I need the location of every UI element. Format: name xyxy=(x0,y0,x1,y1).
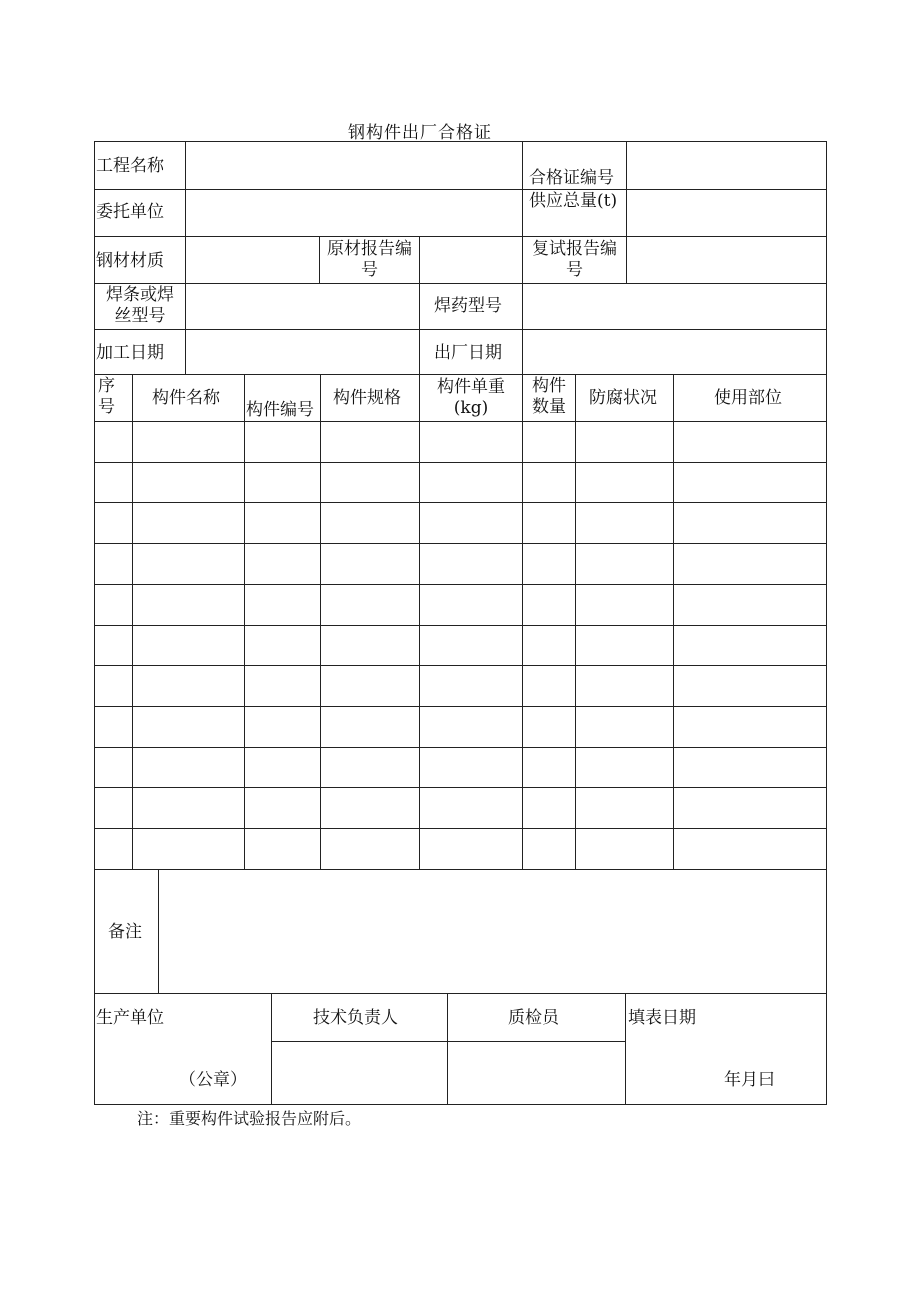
flux-model-label-cell xyxy=(420,284,523,330)
table-cell-weight[interactable] xyxy=(420,707,523,748)
col-seq-header xyxy=(95,375,133,422)
table-cell-seq[interactable] xyxy=(95,788,133,829)
table-cell-code[interactable] xyxy=(245,829,321,870)
table-cell-seq[interactable] xyxy=(95,463,133,503)
table-cell-name[interactable] xyxy=(133,626,245,666)
table-cell-code[interactable] xyxy=(245,503,321,544)
total-supply-value[interactable] xyxy=(627,190,827,237)
client-label: 委托单位 xyxy=(96,202,164,222)
table-cell-name[interactable] xyxy=(133,829,245,870)
process-date-value[interactable] xyxy=(186,330,420,375)
table-cell-position[interactable] xyxy=(674,463,827,503)
table-cell-code[interactable] xyxy=(245,463,321,503)
col-spec-header xyxy=(321,375,420,422)
steel-grade-label: 钢材材质 xyxy=(96,251,164,271)
steel-grade-label-cell xyxy=(95,237,186,284)
retest-report-label-line2: 号 xyxy=(566,260,583,280)
table-cell-anticorrosion[interactable] xyxy=(576,626,674,666)
table-cell-seq[interactable] xyxy=(95,707,133,748)
table-cell-qty[interactable] xyxy=(523,707,576,748)
table-cell-code[interactable] xyxy=(245,788,321,829)
col-seq-line2: 号 xyxy=(98,397,115,417)
table-cell-qty[interactable] xyxy=(523,666,576,707)
table-cell-seq[interactable] xyxy=(95,585,133,626)
delivery-date-value[interactable] xyxy=(523,330,827,375)
flux-model-value[interactable] xyxy=(523,284,827,330)
col-qty-line1: 构件 xyxy=(532,376,566,396)
col-qty-line2: 数量 xyxy=(532,397,566,417)
table-cell-seq[interactable] xyxy=(95,829,133,870)
table-cell-position[interactable] xyxy=(674,585,827,626)
table-cell-weight[interactable] xyxy=(420,626,523,666)
table-cell-position[interactable] xyxy=(674,544,827,585)
electrode-value[interactable] xyxy=(186,284,420,330)
tech-lead-label: 技术负责人 xyxy=(313,1008,398,1028)
table-cell-spec[interactable] xyxy=(321,707,420,748)
total-supply-label-cell xyxy=(523,190,627,237)
table-cell-name[interactable] xyxy=(133,748,245,788)
table-cell-position[interactable] xyxy=(674,503,827,544)
col-weight-header xyxy=(420,375,523,422)
flux-model-label: 焊药型号 xyxy=(434,296,502,316)
table-cell-name[interactable] xyxy=(133,503,245,544)
fill-date-label: 填表日期 xyxy=(628,1008,696,1028)
table-cell-seq[interactable] xyxy=(95,748,133,788)
seal-label: （公章） xyxy=(179,1070,247,1090)
table-cell-code[interactable] xyxy=(245,748,321,788)
client-label-cell xyxy=(95,190,186,237)
table-cell-code[interactable] xyxy=(245,544,321,585)
project-name-value[interactable] xyxy=(186,142,523,190)
raw-report-value[interactable] xyxy=(420,237,523,284)
steel-grade-value[interactable] xyxy=(186,237,320,284)
col-anticorrosion-header xyxy=(576,375,674,422)
table-cell-weight[interactable] xyxy=(420,463,523,503)
table-cell-weight[interactable] xyxy=(420,829,523,870)
table-cell-name[interactable] xyxy=(133,585,245,626)
col-name-header xyxy=(133,375,245,422)
table-cell-qty[interactable] xyxy=(523,829,576,870)
table-cell-seq[interactable] xyxy=(95,544,133,585)
col-qty-header xyxy=(523,375,576,422)
delivery-date-label: 出厂日期 xyxy=(434,343,502,363)
table-cell-anticorrosion[interactable] xyxy=(576,585,674,626)
table-cell-position[interactable] xyxy=(674,422,827,463)
certificate-no-label-cell xyxy=(523,142,627,190)
table-cell-spec[interactable] xyxy=(321,666,420,707)
table-cell-qty[interactable] xyxy=(523,788,576,829)
table-cell-spec[interactable] xyxy=(321,626,420,666)
certificate-no-label: 合格证编号 xyxy=(529,168,614,188)
table-cell-spec[interactable] xyxy=(321,748,420,788)
col-position-label: 使用部位 xyxy=(714,388,782,408)
table-cell-spec[interactable] xyxy=(321,463,420,503)
raw-report-label-line2: 号 xyxy=(361,260,378,280)
col-weight-line1: 构件单重 xyxy=(437,377,505,397)
process-date-label-cell xyxy=(95,330,186,375)
col-seq-line1: 序 xyxy=(98,376,115,396)
table-cell-seq[interactable] xyxy=(95,503,133,544)
inspector-header xyxy=(448,994,626,1042)
table-cell-name[interactable] xyxy=(133,788,245,829)
table-cell-position[interactable] xyxy=(674,707,827,748)
table-cell-code[interactable] xyxy=(245,422,321,463)
fill-date-cell xyxy=(626,994,827,1105)
table-cell-weight[interactable] xyxy=(420,666,523,707)
retest-report-value[interactable] xyxy=(627,237,827,284)
col-position-header xyxy=(674,375,827,422)
date-format-label: 年月曰 xyxy=(724,1070,775,1090)
table-cell-qty[interactable] xyxy=(523,422,576,463)
table-cell-qty[interactable] xyxy=(523,748,576,788)
col-weight-line2: (kg) xyxy=(453,398,489,418)
producer-label: 生产单位 xyxy=(96,1008,164,1028)
table-cell-anticorrosion[interactable] xyxy=(576,422,674,463)
table-cell-qty[interactable] xyxy=(523,544,576,585)
electrode-label-cell xyxy=(95,284,186,330)
process-date-label: 加工日期 xyxy=(96,343,164,363)
table-cell-name[interactable] xyxy=(133,544,245,585)
table-cell-weight[interactable] xyxy=(420,544,523,585)
table-cell-spec[interactable] xyxy=(321,829,420,870)
table-cell-weight[interactable] xyxy=(420,503,523,544)
table-cell-seq[interactable] xyxy=(95,666,133,707)
table-cell-spec[interactable] xyxy=(321,544,420,585)
electrode-label-line2: 丝型号 xyxy=(114,306,166,326)
inspector-label: 质检员 xyxy=(508,1008,559,1028)
project-name-label-cell xyxy=(95,142,186,190)
remarks-label-cell xyxy=(95,870,159,994)
table-cell-code[interactable] xyxy=(245,666,321,707)
raw-report-label-line1: 原材报告编 xyxy=(327,239,412,259)
client-value[interactable] xyxy=(186,190,523,237)
table-cell-code[interactable] xyxy=(245,707,321,748)
table-cell-code[interactable] xyxy=(245,585,321,626)
table-cell-position[interactable] xyxy=(674,788,827,829)
table-cell-qty[interactable] xyxy=(523,463,576,503)
table-cell-spec[interactable] xyxy=(321,585,420,626)
table-cell-weight[interactable] xyxy=(420,788,523,829)
project-name-label: 工程名称 xyxy=(96,156,164,176)
table-cell-anticorrosion[interactable] xyxy=(576,829,674,870)
retest-report-label-cell xyxy=(523,237,627,284)
table-cell-spec[interactable] xyxy=(321,422,420,463)
table-cell-qty[interactable] xyxy=(523,626,576,666)
table-cell-name[interactable] xyxy=(133,463,245,503)
raw-report-label-cell xyxy=(320,237,420,284)
inspector-signature[interactable] xyxy=(448,1042,626,1105)
table-cell-weight[interactable] xyxy=(420,748,523,788)
table-cell-name[interactable] xyxy=(133,666,245,707)
tech-lead-signature[interactable] xyxy=(272,1042,448,1105)
table-cell-seq[interactable] xyxy=(95,422,133,463)
table-cell-anticorrosion[interactable] xyxy=(576,707,674,748)
table-cell-seq[interactable] xyxy=(95,626,133,666)
table-cell-position[interactable] xyxy=(674,829,827,870)
table-cell-position[interactable] xyxy=(674,666,827,707)
certificate-no-value[interactable] xyxy=(627,142,827,190)
document-title: 钢构件出厂合格证 xyxy=(348,123,492,143)
table-cell-qty[interactable] xyxy=(523,503,576,544)
remarks-label: 备注 xyxy=(108,922,142,942)
remarks-value[interactable] xyxy=(159,870,827,994)
table-cell-weight[interactable] xyxy=(420,585,523,626)
table-cell-anticorrosion[interactable] xyxy=(576,788,674,829)
table-cell-weight[interactable] xyxy=(420,422,523,463)
table-cell-anticorrosion[interactable] xyxy=(576,748,674,788)
table-cell-anticorrosion[interactable] xyxy=(576,503,674,544)
retest-report-label-line1: 复试报告编 xyxy=(532,239,617,259)
electrode-label-line1: 焊条或焊 xyxy=(106,285,174,305)
col-code-label: 构件编号 xyxy=(246,400,314,420)
delivery-date-label-cell xyxy=(420,330,523,375)
col-name-label: 构件名称 xyxy=(152,388,220,408)
table-cell-anticorrosion[interactable] xyxy=(576,544,674,585)
footnote: 注：重要构件试验报告应附后。 xyxy=(137,1109,362,1128)
col-anticorrosion-label: 防腐状况 xyxy=(589,388,657,408)
table-cell-name[interactable] xyxy=(133,422,245,463)
table-cell-anticorrosion[interactable] xyxy=(576,666,674,707)
producer-cell xyxy=(95,994,272,1105)
table-cell-spec[interactable] xyxy=(321,788,420,829)
col-spec-label: 构件规格 xyxy=(333,388,401,408)
table-cell-anticorrosion[interactable] xyxy=(576,463,674,503)
col-code-header xyxy=(245,375,321,422)
table-cell-position[interactable] xyxy=(674,748,827,788)
table-cell-code[interactable] xyxy=(245,626,321,666)
table-cell-spec[interactable] xyxy=(321,503,420,544)
table-cell-position[interactable] xyxy=(674,626,827,666)
table-cell-qty[interactable] xyxy=(523,585,576,626)
tech-lead-header xyxy=(272,994,448,1042)
certificate-form xyxy=(94,141,827,1105)
total-supply-label: 供应总量(t) xyxy=(529,191,618,211)
table-cell-name[interactable] xyxy=(133,707,245,748)
